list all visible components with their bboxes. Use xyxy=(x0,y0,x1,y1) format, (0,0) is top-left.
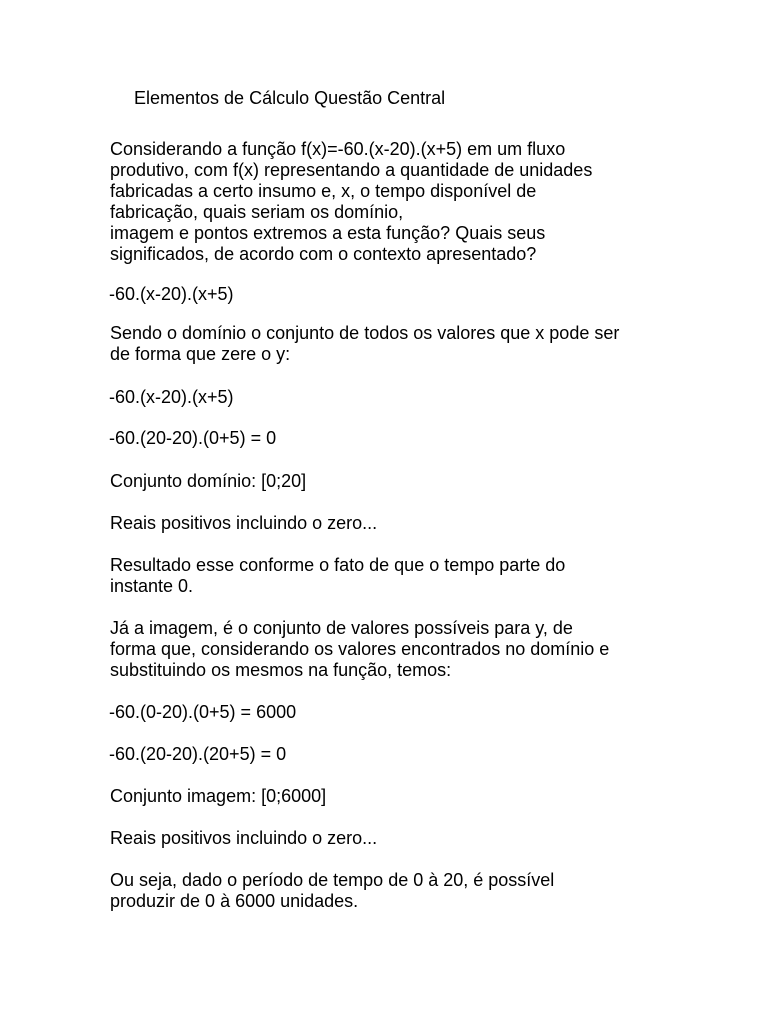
document-title: Elementos de Cálculo Questão Central xyxy=(134,88,446,108)
evaluation-image-max: -60.(0-20).(0+5) = 6000 xyxy=(109,702,297,722)
question-line: fabricação, quais seriam os domínio, xyxy=(110,202,404,222)
domain-set: Conjunto domínio: [0;20] xyxy=(110,471,307,491)
question-line: significados, de acordo com o contexto apresentado? xyxy=(110,244,537,264)
question-line: Considerando a função f(x)=-60.(x-20).(x+5) em um fluxo xyxy=(110,139,566,159)
function-expression-repeat: -60.(x-20).(x+5) xyxy=(109,387,234,407)
image-definition-paragraph xyxy=(110,618,609,681)
image-set: Conjunto imagem: [0;6000] xyxy=(110,786,327,806)
function-expression: -60.(x-20).(x+5) xyxy=(109,284,234,304)
question-line: fabricadas a certo insumo e, x, o tempo disponível de xyxy=(110,181,537,201)
image-definition-line: substituindo os mesmos na função, temos: xyxy=(110,660,452,680)
conclusion-line: Ou seja, dado o período de tempo de 0 à 20, é possível xyxy=(110,870,555,890)
question-line: imagem e pontos extremos a esta função? Quais seus xyxy=(110,223,546,243)
image-note: Reais positivos incluindo o zero... xyxy=(110,828,378,848)
result-line: Resultado esse conforme o fato de que o tempo parte do xyxy=(110,555,566,575)
domain-definition-paragraph xyxy=(110,323,619,365)
conclusion-paragraph xyxy=(110,870,554,912)
image-definition-line: forma que, considerando os valores encontrados no domínio e xyxy=(110,639,610,659)
conclusion-line: produzir de 0 à 6000 unidades. xyxy=(110,891,359,911)
domain-definition-line: de forma que zere o y: xyxy=(110,344,291,364)
question-paragraph xyxy=(110,139,592,265)
evaluation-image-min: -60.(20-20).(20+5) = 0 xyxy=(109,744,287,764)
image-definition-line: Já a imagem, é o conjunto de valores possíveis para y, de xyxy=(110,618,573,638)
domain-note: Reais positivos incluindo o zero... xyxy=(110,513,378,533)
evaluation-domain: -60.(20-20).(0+5) = 0 xyxy=(109,428,277,448)
question-line: produtivo, com f(x) representando a quantidade de unidades xyxy=(110,160,593,180)
result-paragraph xyxy=(110,555,565,597)
domain-definition-line: Sendo o domínio o conjunto de todos os valores que x pode ser xyxy=(110,323,620,343)
result-line: instante 0. xyxy=(110,576,194,596)
